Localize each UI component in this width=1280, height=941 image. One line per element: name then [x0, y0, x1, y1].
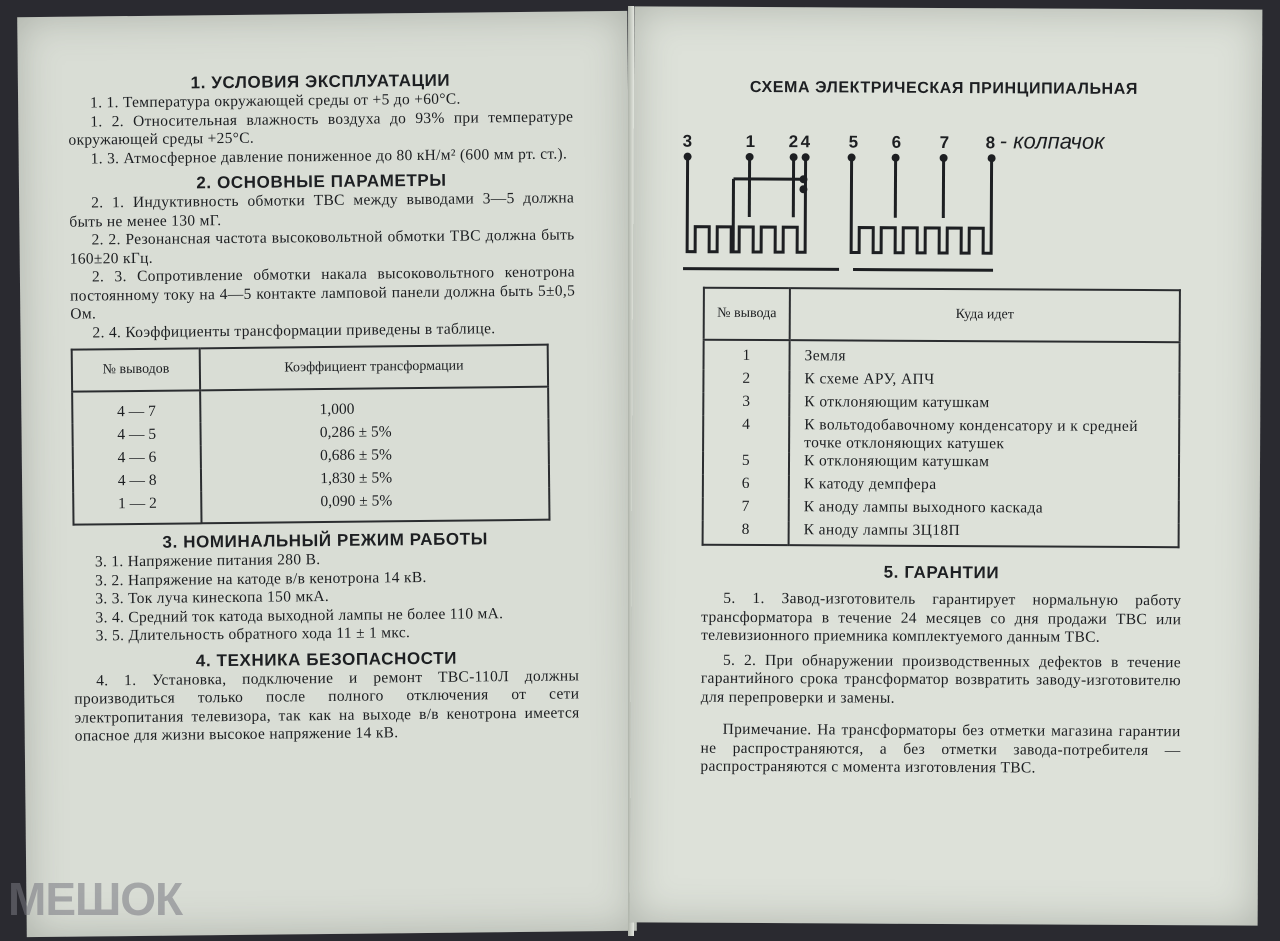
section-1-title: 1. УСЛОВИЯ ЭКСПЛУАТАЦИИ — [190, 70, 451, 93]
site-watermark-logo: МЕШОК — [8, 873, 183, 925]
table-cell-pin: 3 — [742, 392, 751, 410]
section-2-title: 2. ОСНОВНЫЕ ПАРАМЕТРЫ — [196, 170, 447, 193]
left-page — [17, 11, 637, 937]
table-cell-destination: К катоду демпфера — [789, 475, 1179, 500]
section-4-title: 4. ТЕХНИКА БЕЗОПАСНОСТИ — [195, 648, 458, 670]
table-cell-destination: К аноду лампы 3Ц18П — [789, 521, 1179, 547]
table-header-destination: Куда идет — [790, 288, 1180, 342]
right-page-content — [700, 287, 1183, 779]
paragraph-5-1: 5. 1. Завод-изготовитель гарантирует нормальную работу трансформатора в течение 24 месяцев со дня продажи ТВС или телевизионного приемника комплектуемого данным ТВС. — [701, 589, 1182, 646]
table-cell-destination: К схеме АРУ, АПЧ — [789, 370, 1179, 395]
pin-label: 3 — [682, 131, 693, 151]
pin-label: 8 — [985, 133, 996, 153]
table-row — [72, 387, 548, 424]
table-cell-destination: Земля — [789, 340, 1179, 372]
right-page — [630, 6, 1263, 925]
paragraph-3-4: 3. 4. Средний ток катода выходной лампы не более 110 мА. — [95, 604, 504, 626]
pin-label: 1 — [745, 131, 756, 151]
schema-title: СХЕМА ЭЛЕКТРИЧЕСКАЯ ПРИНЦИПИАЛЬНАЯ — [749, 78, 1139, 98]
table-cell-destination: К отклоняющим катушкам — [789, 452, 1179, 477]
section-3-title: 3. НОМИНАЛЬНЫЙ РЕЖИМ РАБОТЫ — [162, 529, 489, 552]
paragraph-1-1: 1. 1. Температура окружающей среды от +5 до +60°С. — [90, 90, 461, 112]
table-row — [703, 452, 1179, 477]
paragraph-2-2: 2. 2. Резонансная частота высоковольтной обмотки ТВС должна быть 160±20 кГц. — [69, 226, 575, 268]
paragraph-3-5: 3. 5. Длительность обратного хода 11 ± 1 мкс. — [95, 624, 411, 645]
paragraph-1-3: 1. 3. Атмосферное давление пониженное до 80 кН/м² (600 мм рт. ст.). — [90, 144, 568, 167]
paragraph-3-3: 3. 3. Ток луча кинескопа 150 мкА. — [95, 587, 330, 608]
table-cell-destination: К аноду лампы выходного каскада — [789, 498, 1179, 523]
table-cell-ratio: 0,286 ± 5% — [201, 419, 549, 446]
pin-label: 6 — [891, 132, 902, 152]
table-cell-pins: 4 — 6 — [117, 448, 157, 466]
table-cell-destination: К вольтодобавочному конденсатору и к средней точке отклоняющих катушек — [789, 416, 1179, 454]
paragraph-3-1: 3. 1. Напряжение питания 280 В. — [94, 551, 321, 571]
table-cell-pins: 4 — 7 — [116, 402, 156, 420]
table-cell-pins: 4 — 8 — [117, 471, 157, 489]
paragraph-2-3: 2. 3. Сопротивление обмотки накала высоковольтного кенотрона постоянному току на 4—5 контакте ламповой панели должна быть 5±0,5 Ом. — [70, 263, 576, 323]
table-header-ratio: Коэффициент трансформации — [200, 345, 548, 391]
paragraph-3-2: 3. 2. Напряжение на катоде в/в кенотрона 14 кВ. — [95, 568, 427, 589]
transformation-ratio-table — [71, 344, 551, 526]
table-cell-pins: 1 — 2 — [117, 494, 157, 512]
pin-assignment-table — [702, 287, 1181, 548]
pin-label: 4 — [800, 132, 811, 152]
note: Примечание. На трансформаторы без отметки магазина гарантии не распространяются, а без отметки завода-потребителя — распространяются с момента изготовления ТВС. — [700, 720, 1181, 777]
table-cell-pin: 1 — [742, 346, 751, 364]
table-row — [704, 340, 1180, 372]
pin-label: 7 — [939, 132, 950, 153]
table-cell-pin: 8 — [741, 520, 750, 538]
cap-note: - колпачок — [999, 128, 1105, 154]
table-cell-destination: К отклоняющим катушкам — [789, 393, 1179, 418]
transformer-schematic — [673, 127, 1214, 290]
table-row — [703, 521, 1179, 547]
pin-label: 2 — [788, 132, 799, 152]
table-cell-pins: 4 — 5 — [117, 425, 157, 443]
table-cell-pin: 7 — [741, 497, 750, 515]
table-cell-ratio: 0,686 ± 5% — [201, 442, 549, 469]
table-row — [703, 416, 1179, 454]
paragraph-5-2: 5. 2. При обнаружении производственных дефектов в течение гарантийного срока трансформатор возвратить заводу-изготовителю для перепроверки и замены. — [700, 651, 1182, 707]
table-row — [703, 498, 1179, 523]
table-row — [703, 370, 1179, 395]
paragraph-2-4: 2. 4. Коэффициенты трансформации приведены в таблице. — [92, 319, 496, 341]
table-header-pin-number: № вывода — [704, 288, 790, 340]
paragraph-2-1: 2. 1. Индуктивность обмотки ТВС между выводами 3—5 должна быть не менее 130 мГ. — [69, 189, 575, 231]
table-row — [703, 475, 1179, 500]
table-row — [703, 393, 1179, 418]
table-cell-pin: 2 — [742, 369, 751, 387]
table-cell-pin: 5 — [741, 451, 751, 469]
table-cell-ratio: 1,000 — [200, 387, 548, 423]
table-row — [73, 488, 549, 525]
section-5-title: 5. ГАРАНТИИ — [883, 562, 1000, 583]
left-page-content — [68, 67, 580, 746]
paragraph-1-2: 1. 2. Относительная влажность воздуха до 93% при температуре окружающей среды +25°С. — [68, 107, 574, 149]
paragraph-4-1: 4. 1. Установка, подключение и ремонт ТВС-110Л должны производиться только после полного отключения от сети электропитания телевизора, так как на выходе в/в кенотрона имеется опасное для жизни высокое напряжение 14 кВ. — [74, 666, 580, 745]
table-cell-pin: 6 — [741, 474, 751, 492]
table-cell-ratio: 0,090 ± 5% — [201, 488, 549, 524]
table-cell-pin: 4 — [742, 415, 751, 433]
table-header-pins: № выводов — [72, 348, 201, 391]
table-cell-ratio: 1,830 ± 5% — [201, 465, 549, 492]
pin-label: 5 — [848, 132, 859, 152]
